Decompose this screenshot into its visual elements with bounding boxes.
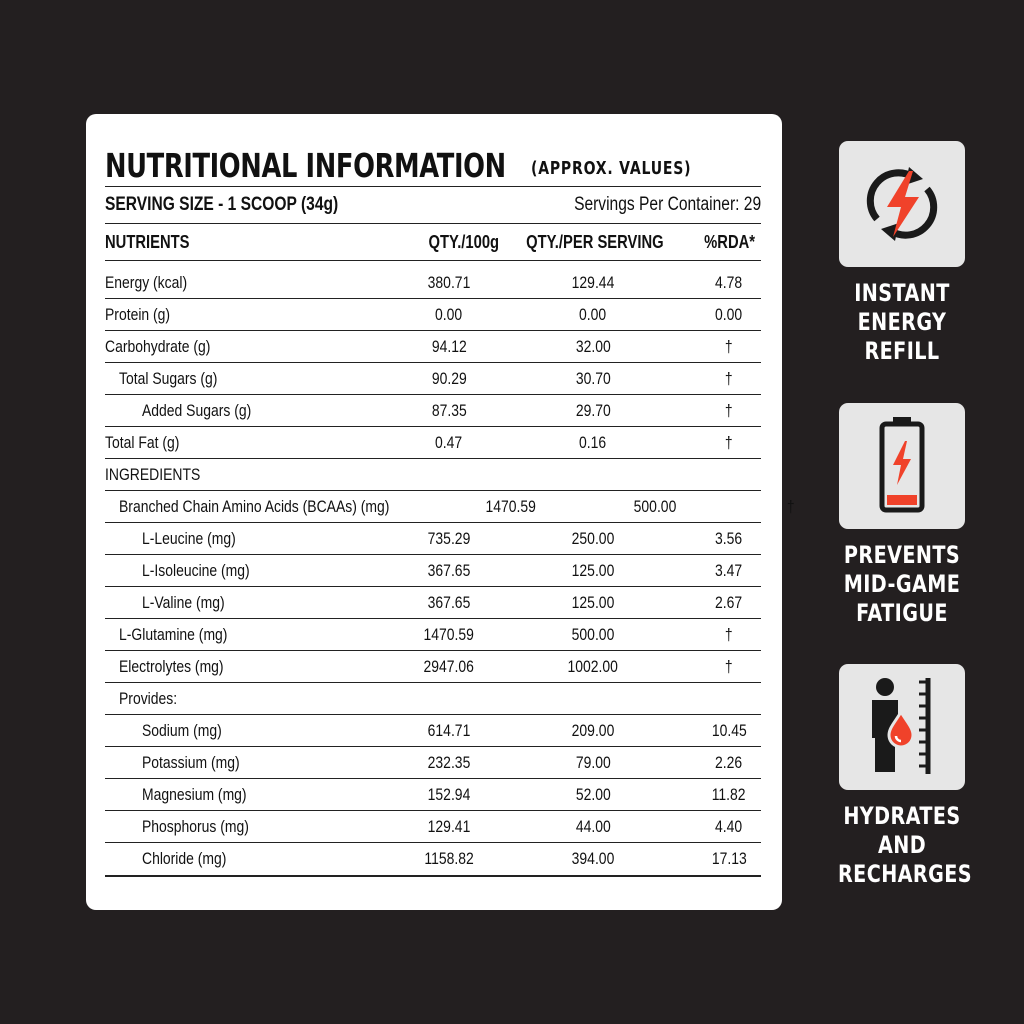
rda-value: 2.67 bbox=[715, 592, 743, 612]
table-row bbox=[105, 651, 761, 683]
nutrition-table-body bbox=[105, 267, 795, 877]
nutrient-name: Protein (g) bbox=[105, 304, 171, 324]
feature-tile bbox=[839, 664, 965, 790]
table-row bbox=[105, 555, 761, 587]
nutrient-name: Total Sugars (g) bbox=[119, 368, 218, 388]
nutrient-name: INGREDIENTS bbox=[105, 464, 201, 484]
rda-value: † bbox=[725, 656, 733, 676]
panel-title: NUTRITIONAL INFORMATION bbox=[105, 146, 506, 185]
table-row bbox=[105, 587, 761, 619]
qty-per-serving: 79.00 bbox=[575, 752, 611, 772]
qty-per-100g: 1470.59 bbox=[423, 624, 475, 644]
nutrient-name: L-Isoleucine (mg) bbox=[142, 560, 250, 580]
qty-per-100g: 94.12 bbox=[431, 336, 467, 356]
nutrient-name: Chloride (mg) bbox=[142, 849, 227, 868]
hydration-person-icon bbox=[839, 664, 965, 790]
nutrient-name: Sodium (mg) bbox=[142, 720, 222, 740]
qty-per-serving: 30.70 bbox=[575, 368, 611, 388]
nutrient-name: Total Fat (g) bbox=[105, 432, 180, 452]
energy-refill-icon bbox=[839, 141, 965, 267]
feature-tile bbox=[839, 403, 965, 529]
rda-value: † bbox=[725, 368, 733, 388]
qty-per-serving: 125.00 bbox=[571, 560, 615, 580]
qty-per-serving: 32.00 bbox=[575, 336, 611, 356]
qty-per-serving: 44.00 bbox=[575, 816, 611, 836]
qty-per-serving: 209.00 bbox=[571, 720, 615, 740]
nutrient-name: Provides: bbox=[119, 688, 178, 708]
qty-per-serving: 250.00 bbox=[571, 528, 615, 548]
qty-per-100g: 90.29 bbox=[431, 368, 467, 388]
nutrient-name: Electrolytes (mg) bbox=[119, 656, 224, 676]
nutrient-name: Added Sugars (g) bbox=[142, 400, 252, 420]
table-row bbox=[105, 395, 761, 427]
serving-row bbox=[105, 186, 761, 223]
table-row bbox=[105, 459, 761, 491]
serving-size: SERVING SIZE - 1 SCOOP (34g) bbox=[105, 194, 339, 215]
qty-per-100g: 0.47 bbox=[435, 432, 463, 452]
rda-value: 3.56 bbox=[715, 528, 743, 548]
feature-label: HYDRATES AND RECHARGES bbox=[838, 802, 973, 888]
rda-value: 17.13 bbox=[711, 849, 747, 868]
feature-tile bbox=[839, 141, 965, 267]
rda-value: 0.00 bbox=[715, 304, 743, 324]
table-row bbox=[105, 267, 761, 299]
qty-per-serving: 394.00 bbox=[571, 849, 615, 868]
qty-per-serving: 500.00 bbox=[633, 496, 677, 516]
rda-value: 2.26 bbox=[715, 752, 743, 772]
qty-per-serving: 125.00 bbox=[571, 592, 615, 612]
table-row bbox=[105, 523, 761, 555]
feature-label: INSTANT ENERGY REFILL bbox=[854, 279, 950, 365]
feature-energy bbox=[839, 141, 965, 366]
table-row bbox=[105, 843, 761, 877]
nutrient-name: Magnesium (mg) bbox=[142, 784, 247, 804]
rda-value: † bbox=[725, 400, 733, 420]
qty-per-serving: 29.70 bbox=[575, 400, 611, 420]
table-row bbox=[105, 331, 761, 363]
nutrient-name: Phosphorus (mg) bbox=[142, 816, 249, 836]
qty-per-100g: 152.94 bbox=[427, 784, 471, 804]
table-row bbox=[105, 491, 795, 523]
rda-value: 4.40 bbox=[715, 816, 743, 836]
qty-per-100g: 2947.06 bbox=[423, 656, 475, 676]
table-row bbox=[105, 779, 761, 811]
nutrient-name: L-Leucine (mg) bbox=[142, 528, 236, 548]
qty-per-100g: 0.00 bbox=[435, 304, 463, 324]
nutrient-name: Branched Chain Amino Acids (BCAAs) (mg) bbox=[119, 496, 390, 516]
qty-per-100g: 380.71 bbox=[427, 272, 471, 292]
table-row bbox=[105, 747, 761, 779]
table-header bbox=[105, 223, 761, 261]
servings-per-container: Servings Per Container: 29 bbox=[573, 194, 761, 215]
table-row bbox=[105, 811, 761, 843]
title-row bbox=[105, 138, 761, 186]
rda-value: 4.78 bbox=[715, 272, 743, 292]
qty-per-serving: 0.00 bbox=[579, 304, 607, 324]
low-battery-icon bbox=[839, 403, 965, 529]
qty-per-100g: 87.35 bbox=[431, 400, 467, 420]
table-row bbox=[105, 363, 761, 395]
nutrient-name: Carbohydrate (g) bbox=[105, 336, 211, 356]
qty-per-serving: 500.00 bbox=[571, 624, 615, 644]
feature-hydration bbox=[838, 664, 973, 889]
feature-label: PREVENTS MID-GAME FATIGUE bbox=[843, 541, 961, 627]
rda-value: † bbox=[786, 496, 795, 516]
qty-per-serving: 129.44 bbox=[571, 272, 615, 292]
qty-per-serving: 52.00 bbox=[575, 784, 611, 804]
nutrient-name: Energy (kcal) bbox=[105, 272, 188, 292]
rda-value: 11.82 bbox=[712, 784, 746, 804]
qty-per-100g: 129.41 bbox=[427, 816, 471, 836]
qty-per-100g: 232.35 bbox=[427, 752, 471, 772]
rda-value: † bbox=[725, 624, 733, 644]
rda-value: † bbox=[725, 336, 733, 356]
table-row bbox=[105, 427, 761, 459]
header-nutrients: NUTRIENTS bbox=[105, 231, 190, 252]
qty-per-100g: 367.65 bbox=[427, 592, 471, 612]
qty-per-serving: 0.16 bbox=[579, 432, 607, 452]
header-qty-serving: QTY./PER SERVING bbox=[526, 231, 664, 252]
rda-value: 10.45 bbox=[711, 720, 747, 740]
table-row bbox=[105, 683, 761, 715]
panel-title-note: (APPROX. VALUES) bbox=[530, 158, 692, 179]
feature-fatigue bbox=[839, 403, 965, 628]
qty-per-serving: 1002.00 bbox=[567, 656, 619, 676]
table-row bbox=[105, 619, 761, 651]
table-row bbox=[105, 715, 761, 747]
qty-per-100g: 614.71 bbox=[427, 720, 471, 740]
nutrient-name: L-Valine (mg) bbox=[142, 592, 225, 612]
qty-per-100g: 1158.82 bbox=[424, 849, 474, 868]
table-row bbox=[105, 299, 761, 331]
qty-per-100g: 735.29 bbox=[427, 528, 471, 548]
rda-value: 3.47 bbox=[715, 560, 743, 580]
header-rda: %RDA* bbox=[704, 231, 755, 252]
nutrition-panel bbox=[86, 114, 795, 910]
rda-value: † bbox=[725, 432, 733, 452]
header-qty-100g: QTY./100g bbox=[428, 231, 499, 252]
nutrient-name: L-Glutamine (mg) bbox=[119, 624, 228, 644]
qty-per-100g: 367.65 bbox=[427, 560, 471, 580]
qty-per-100g: 1470.59 bbox=[485, 496, 536, 516]
nutrient-name: Potassium (mg) bbox=[142, 752, 240, 772]
